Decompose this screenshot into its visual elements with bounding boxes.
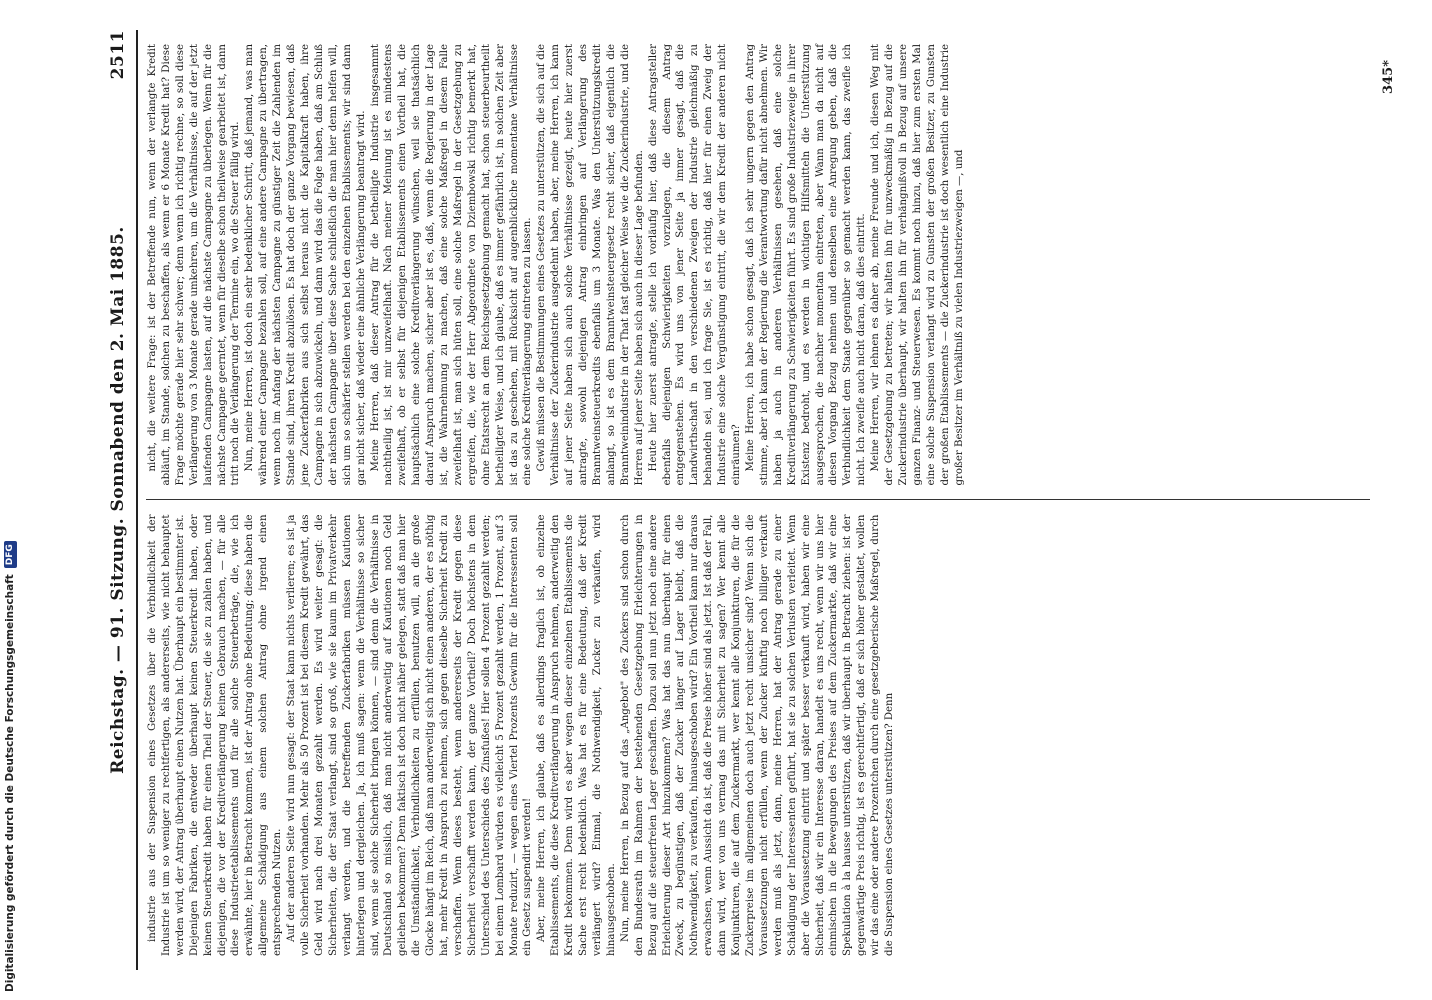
paragraph: Gewiß müssen die Bestimmungen eines Gesetzes zu unterstützen, die sich auf die Verhältnisse der Zuckerindustrie ausgedehnt haben, aber, meine Herren, ich kann auf jener Seite haben sich auch solche Verhältnisse gezeigt, heute hier zuerst antragte, sowohl diejenigen Antrag einbringen auf Verlängerung des Branntweinsteuerkredits ebenfalls um 3 Monate. Was den Unterstützungskredit anlangt, so ist es dem Branntweinsteuergesetz recht sicher, daß eigentlich die Branntweinindustrie in der That fast gleicher Weise wie die Zuckerindustrie, und die Herren auf jener Seite haben sich auch in dieser Lage befunden. xyxy=(536,44,645,486)
paragraph: industrie aus der Suspension eines Gesetzes über die Verbindlichkeit der Industrie ist um so weniger zu rechtfertigen, als andererseits, wie nicht behauptet werden wird, der Antrag überhaupt einen Nutzen hat. Überhaupt ein bestimmter ist. Diejenigen Fabriken, die entweder überhaupt keinen Steuerkredit haben, oder keinen Steuerkredit haben für einen Theil der Steuer, die sie zu zahlen haben, und diejenigen, die vor der Kreditverlängerung keinen Gebrauch machen, — für alle diese Industrieetablissements und für alle solche Steuerbeträge, die, wie ich erwähnte, hier in Betracht kommen, ist der Antrag ohne Bedeutung; diese haben die allgemeine Schädigung aus einem solchen Antrag ohne irgend einen entsprechenden Nutzen. xyxy=(147,514,284,956)
paragraph: Aber, meine Herren, ich glaube, daß es allerdings fraglich ist, ob einzelne Etablissements, die diese Kreditverlängerung in Anspruch nehmen, anderweitig den Kredit bekommen. Denn wird es aber wegen dieser einzelnen Etablissements die Sache erst recht bedenklich. Was hat es für eine Bedeutung, daß der Kredit verlängert wird? Einmal, die Nothwendigkeit, Zucker zu verkaufen, wird hinausgeschoben. xyxy=(536,514,617,956)
paragraph: Nun, meine Herren, ist doch ein sehr bedenklicher Schritt, daß jemand, was man während einer Campagne bezahlen soll, auf eine andere Campagne zu übertragen, wenn noch im Anfang der nächsten Campagne zu günstiger Zeit die Zahlenden im Stande sind, ihren Kredit abzulösen. Es hat doch der ganze Vorgang bewiesen, daß jene Zuckerfabriken aus sich selbst heraus nicht die Kapitalkraft haben, ihre Campagne in sich abzuwickeln, und dann wird das die Folge haben, daß am Schluß der nächsten Campagne über diese Sache schließlich die man hier denn helfen will, sich um so schärfer stellen werden bei den einzelnen Etablissements; wir sind dann gar nicht sicher, daß wieder eine ähnliche Verlängerung beantragt wird. xyxy=(244,44,367,486)
signature-mark: 345* xyxy=(1381,60,1396,94)
page-header xyxy=(100,30,138,970)
paragraph: Meine Herren, daß dieser Antrag für die betheiligte Industrie insgesammt nachtheilig ist, ist mir unzweifelhaft. Nach meiner Meinung ist es mindestens zweifelhaft, ob er selbst für diejenigen Etablissements einen Vortheil hat, die hauptsächlich eine solche Kreditverlängerung wünschen, weil sie thatsächlich darauf Anspruch machen, sicher aber ist es, daß, wenn die Regierung in der Lage ist, die Wahrnehmung zu machen, daß eine solche Maßregel in diesem Falle zweifelhaft ist, man sich hüten soll, eine solche Maßregel in der Gesetzgebung zu ergreifen, die, wie der Herr Abgeordnete von Dziembowski richtig bemerkt hat, ohne Etatsrecht an dem Reichsgesetzgebung gemacht hat, schon steuerbeurtheilt betheiligter Weise, und ich glaube, daß es immer gefährlich ist, in solchen Zeit aber ist das zu geschehen, mit Rücksicht auf augenblickliche momentane Verhältnisse eine solche Kreditverlängerung eintreten zu lassen. xyxy=(369,44,534,486)
page-title: Reichstag. — 91. Sitzung. Sonnabend den 2. Mai 1885. xyxy=(108,226,128,774)
paragraph: Auf der anderen Seite wird nun gesagt: der Staat kann nichts verlieren; es ist ja volle Sicherheit vorhanden. Mehr als 50 Prozent ist bei diesem Kredit gewährt, das Geld wird nach drei Monaten gezahlt werden. Es wird weiter gesagt: die Sicherheiten, die der Staat verlangt, sind so groß, wie sie kaum im Privatverkehr verlangt werden, und die betreffenden Zuckerfabriken müssen Kautionen hinterlegen und dergleichen. Ja, ich muß sagen: wenn die Verhältnisse so sicher sind, wenn sie solche Sicherheit bringen können, — sind denn die Verhältnisse in Deutschland so misslich, daß man nicht anderweitig auf Kautionen noch Geld geliehen bekommen? Denn faktisch ist doch nicht näher gelegen, statt daß man hier die Umständlichkeit, Verbindlichkeiten zu erfüllen, benutzen will, an die große Glocke hängt im Reich, daß man anderweitig sich nicht einen anderen, der es nöthig hat, mehr Kredit in Anspruch zu nehmen, sich gegen dieselbe Sicherheit Kredit zu verschaffen. Wenn dieses besteht, wenn andererseits der Kredit gegen diese Sicherheit verschafft werden kann, der ganze Vortheil? Doch höchstens in dem Unterschied des Unterschieds des Zinsfußes! Hier sollen 4 Prozent gezahlt werden; bei einem Lombard würden es vielleicht 5 Prozent gezahlt werden, 1 Prozent, auf 3 Monate reduzirt, — wegen eines Viertel Prozents Gewinn für die Interessenten soll ein Gesetz suspendirt werden! xyxy=(286,514,534,956)
digitization-credit xyxy=(0,0,20,1000)
column-right xyxy=(146,30,1370,500)
credit-text: Digitalisierung gefördert durch die Deutsche Forschungsgemeinschaft xyxy=(4,574,16,992)
column-divider xyxy=(146,500,1370,501)
scanned-page xyxy=(100,0,1432,1000)
paragraph: Meine Herren, wir lehnen es daher ab, meine Freunde und ich, diesen Weg mit der Gesetzgebung zu betreten; wir halten ihn für unzweckmäßig in Bezug auf die Zuckerindustrie überhaupt, wir halten ihn für verhängnißvoll in Bezug auf unsere ganzen Finanz- und Steuerwesen. Es kommt noch hinzu, daß hier zum ersten Mal eine solche Suspension verlangt wird zu Gunsten der großen Besitzer, zu Gunsten der großen Etablissements — die Zuckerindustrie ist doch wesentlich eine Industrie großer Besitzer im Verhältniß zu vielen Industriezweigen —, und xyxy=(870,44,965,486)
paragraph: Heute hier zuerst antragte, stelle ich vorläufig hier, daß diese Antragsteller ebenfalls diejenigen Schwierigkeiten vorzulegen, die diesem Antrag entgegenstehen. Es wird uns von jener Seite ja immer gesagt, daß die Landwirthschaft in den verschiedenen Zweigen der Industrie gleichmäßig zu behandeln sei, und ich frage Sie, ist es richtig, daß hier für einen Zweig der Industrie eine solche Vergünstigung eintritt, die wir dem Kredit der anderen nicht einräumen? xyxy=(647,44,743,486)
text-columns xyxy=(146,30,1370,970)
paragraph: Nun, meine Herren, in Bezug auf das „Angebot" des Zuckers sind schon durch den Bundesrath im Rahmen der bestehenden Gesetzgebung Erleichterungen in Bezug auf die steuerfreien Lager geschaffen. Dazu soll nun jetzt noch eine andere Erleichterung dieser Art hinzukommen? Was hat das nun überhaupt für einen Zweck, zu begünstigen, daß der Zucker länger auf Lager bleibt, daß die Nothwendigkeit, zu verkaufen, hinausgeschoben wird? Ein Vortheil kann nur daraus erwachsen, wenn Aussicht da ist, daß die Preise höher sind als jetzt. Ist daß der Fall, dann wird, wer von uns vermag das mit Sicherheit zu sagen? Wer kennt alle Konjunkturen, die auf dem Zuckermarkt, wer kennt alle Konjunkturen, die für die Zuckerpreise im allgemeinen doch auch jetzt recht unsicher sind? Wenn sich die Voraussetzungen nicht erfüllen, wenn der Zucker künftig noch billiger verkauft werden muß als jetzt, dann, meine Herren, hat der Antrag gerade zu einer Schädigung der Interessenten geführt, hat sie zu solchen Verlusten verleitet. Wenn aber die Voraussetzung eintritt und später besser verkauft wird, haben wir eine Sicherheit, daß wir ein Interesse daran, handelt es uns recht, wenn wir uns hier einmischen in die Bewegungen des Preises auf dem Zuckermarkte, daß wir eine Spekulation à la hausse unterstützen, daß wir überhaupt in Betracht ziehen: ist der gegenwärtige Preis richtig, ist es gerechtfertigt, daß er sich höher gestaltet, wollen wir das eine oder andere Prozentchen durch eine gesetzgeberische Maßregel, durch die Suspension eines Gesetzes unterstützen? Denn xyxy=(619,514,896,956)
dfg-logo: DFG xyxy=(4,541,17,568)
column-left xyxy=(146,501,1370,971)
paragraph: nicht, die weitere Frage: ist der Betreffende nun, wenn der verlangte Kredit abläuft, im Stande, solchen zu beschaffen, als wenn er 6 Monate Kredit hat? Diese Frage möchte gerade hier sehr schwer; denn wenn ich richtig rechne, so soll diese Verlängerung von 3 Monate gerade umkehren, um die Verhältnisse, die auf der jetzt laufenden Campagne lasten, auf die nächste Campagne zu überlegen. Wenn für die nächste Campagne geerntet, wenn für dieselbe schon theilweise gearbeitet ist, dann tritt noch die Verlängerung der Termine ein, wo die Steuer fällig wird. xyxy=(147,44,242,486)
rotated-page-content xyxy=(100,0,1400,1000)
paragraph: Meine Herren, ich habe schon gesagt, daß ich sehr ungern gegen den Antrag stimme, aber ich kann der Regierung die Verantwortung dafür nicht abnehmen. Wir haben ja auch in anderen Verhältnissen gesehen, daß eine solche Kreditverlängerung zu Schwierigkeiten führt. Es sind große Industriezweige in ihrer Existenz bedroht, und es werden in wichtigen Hilfsmitteln die Unterstützung ausgesprochen, die nachher momentan eintreten, aber Wann man da nicht auf diesen Vorgang Bezug nehmen und denselben eine Anregung geben, daß die Verbindlichkeit dem Staate gegenüber so gemacht werden kann, das zweifle ich nicht. Ich zweifle auch nicht daran, daß dies eintritt. xyxy=(744,44,868,486)
page-number: 2511 xyxy=(108,30,128,80)
